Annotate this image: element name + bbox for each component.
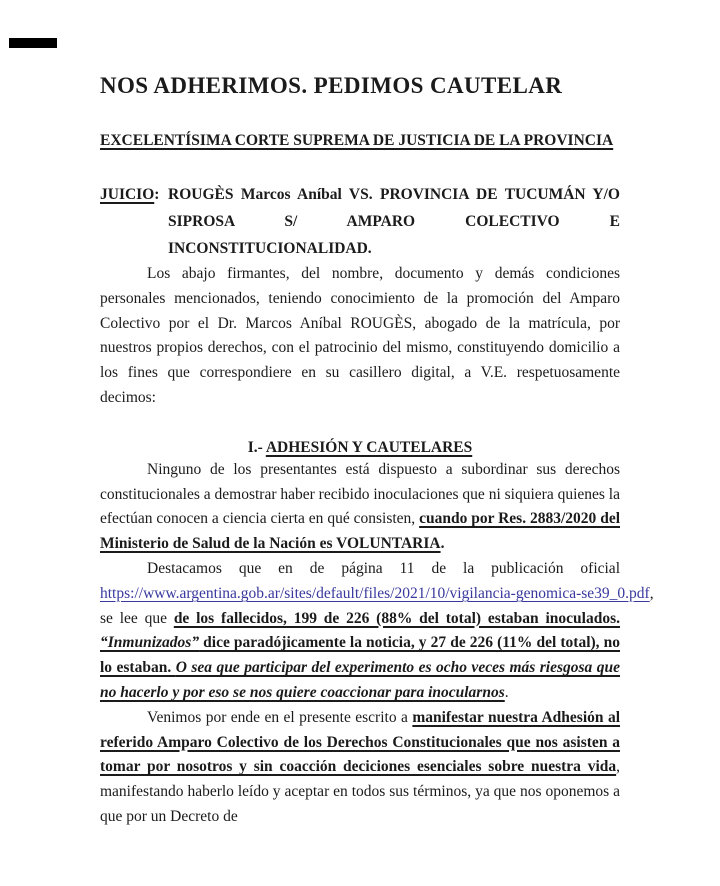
paragraph2-plain-text: Ninguno de los presentantes está dispuesto a subordinar sus derechos constitucionales a demostrar haber recibido inoculaciones que ni siquiera quienes la efectúan conocen a ciencia cierta en qué consisten, — [100, 460, 620, 528]
paragraph3-emphasis-2: dice paradójicamente la noticia, y 27 de 226 (11% del total), no lo estaban. — [100, 634, 620, 677]
paragraph3-connector-text: , se lee que — [100, 584, 654, 627]
paragraph-statistics — [100, 557, 654, 706]
paragraph3-quoted-word: “Inmunizados” — [100, 634, 200, 652]
section-heading — [100, 438, 620, 458]
document-content — [100, 0, 654, 830]
section-heading-text: ADHESIÓN Y CAUTELARES — [265, 438, 473, 456]
section-numeral: I.- — [247, 438, 266, 456]
paragraph3-period: . — [504, 683, 509, 701]
paragraph3-intro-text: Destacamos que en de página 11 de la publicación oficial — [147, 559, 620, 577]
paragraph3-italic-conclusion: O sea que participar del experimento es ocho veces más riesgosa que no hacerlo y por eso se nos quiere coaccionar para inocularnos — [100, 659, 621, 701]
publication-link[interactable]: https://www.argentina.gob.ar/sites/default/files/2021/10/vigilancia-genomica-se39_0.pdf — [100, 584, 650, 602]
juicio-label-text: JUICIO — [100, 186, 155, 203]
paragraph2-period: . — [440, 535, 445, 553]
document-title: NOS ADHERIMOS. PEDIMOS CAUTELAR — [100, 73, 563, 98]
court-heading — [100, 131, 620, 151]
scan-artifact-mark — [9, 38, 57, 48]
case-caption-label — [100, 181, 168, 262]
juicio-label-separator: : — [154, 186, 160, 203]
paragraph-voluntaria — [100, 458, 620, 557]
paragraph3-emphasis-1: de los fallecidos, 199 de 226 (88% del total) estaban inoculados. — [173, 609, 621, 627]
paragraph4-closing-text: , manifestando haberlo leído y aceptar en todos sus términos, ya que nos oponemos a que por un Decreto de — [100, 758, 620, 825]
paragraph2-emphasis-text: cuando por Res. 2883/2020 del Ministerio de Salud de la Nación es VOLUNTARIA — [100, 510, 621, 553]
court-heading-text: EXCELENTÍSIMA CORTE SUPREMA DE JUSTICIA DE LA PROVINCIA — [100, 132, 614, 149]
case-caption-text: ROUGÈS Marcos Aníbal VS. PROVINCIA DE TUCUMÁN Y/O SIPROSA S/ AMPARO COLECTIVO E INCONSTITUCIONALIDAD. — [168, 186, 620, 257]
paragraph-adhesion — [100, 706, 620, 830]
case-caption — [100, 181, 620, 262]
paragraph4-emphasis-text: manifestar nuestra Adhesión al referido Amparo Colectivo de los Derechos Constitucionales que nos asisten a tomar por nosotros y sin coacción deciciones esenciales sobre nuestra vida — [100, 708, 621, 776]
paragraph4-intro-text: Venimos por ende en el presente escrito a — [147, 708, 413, 726]
opening-paragraph: Los abajo firmantes, del nombre, documento y demás condiciones personales mencionados, teniendo conocimiento de la promoción del Amparo Colectivo por el Dr. Marcos Aníbal ROUGÈS, abogado de la matrícula, por nuestros propios derechos, con el patrocinio del mismo, constituyendo domicilio a los fines que correspondiere en su casillero digital, a V.E. respetuosamente decimos: — [100, 265, 620, 406]
